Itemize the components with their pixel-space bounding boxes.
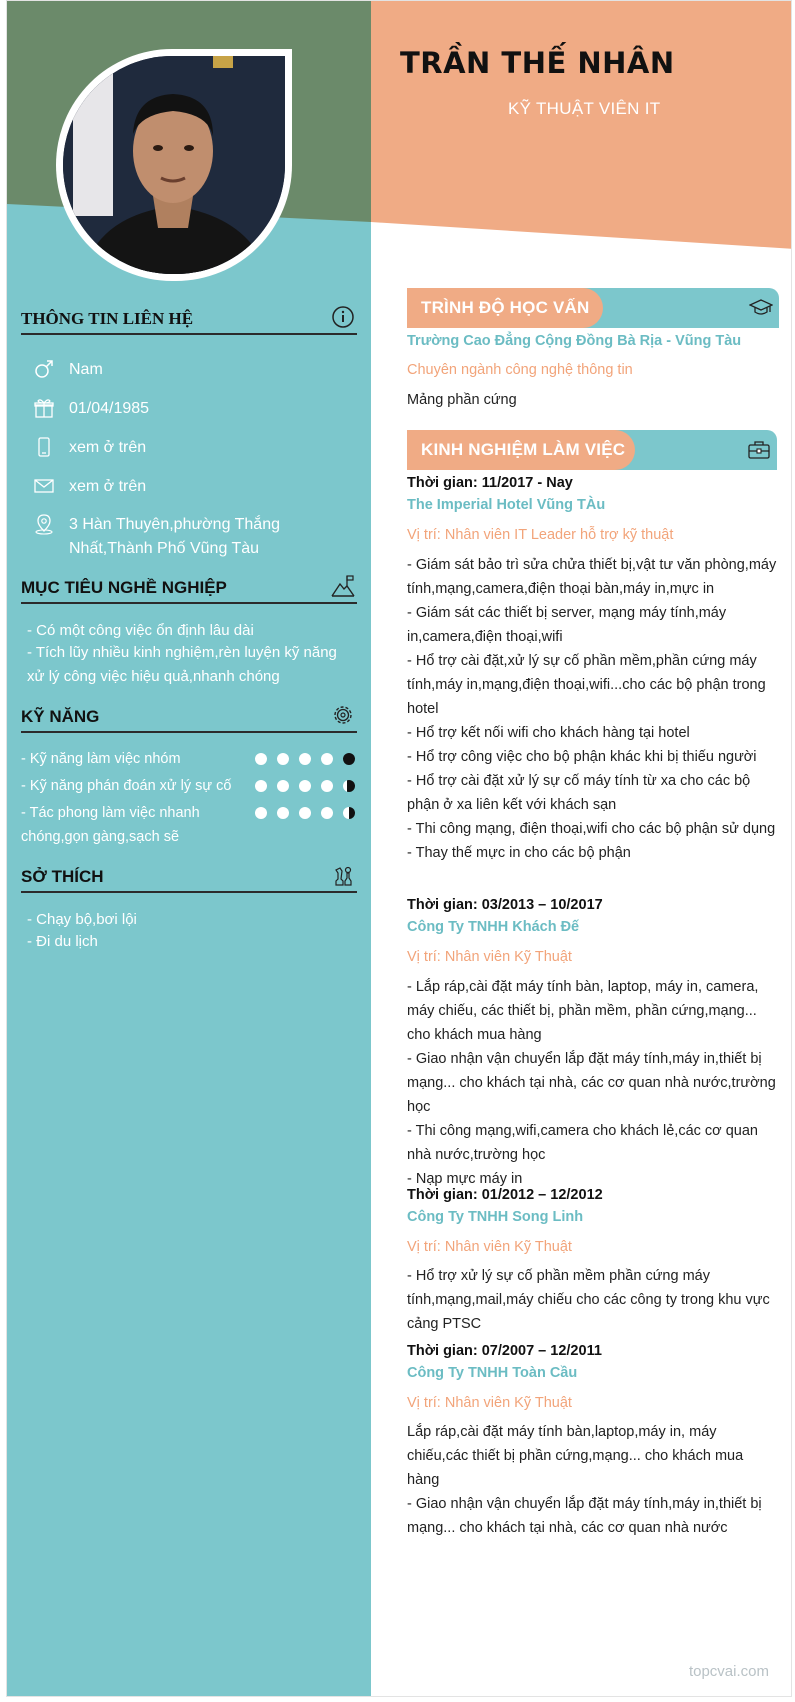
job-line: - Hổ trợ công việc cho bộ phận khác khi bị thiếu người bbox=[407, 749, 757, 765]
skills-heading-text: KỸ NĂNG bbox=[21, 707, 100, 726]
phone-value: xem ở trên bbox=[69, 439, 147, 456]
job-line: - Nạp mực máy in bbox=[407, 1171, 523, 1187]
job-company: Công Ty TNHH Khách Đế bbox=[407, 919, 580, 935]
experience-heading bbox=[407, 430, 777, 470]
skills-heading bbox=[21, 701, 357, 733]
male-icon bbox=[33, 358, 55, 380]
education-detail: Mảng phần cứng bbox=[407, 392, 517, 408]
education-heading bbox=[407, 288, 779, 328]
skill-rating bbox=[245, 780, 355, 792]
objective-heading-text: MỤC TIÊU NGHỀ NGHIỆP bbox=[21, 578, 227, 597]
graduation-cap-icon bbox=[749, 296, 773, 320]
education-school: Trường Cao Đẳng Cộng Đồng Bà Rịa - Vũng Tàu bbox=[407, 333, 742, 349]
job-position: Vị trí: Nhân viên Kỹ Thuật bbox=[407, 1395, 572, 1411]
job-line: - Giám sát các thiết bị server, mạng máy tính,máy in,camera,điện thoại,wifi bbox=[407, 605, 727, 645]
job-line: - Hổ trợ cài đặt xử lý sự cố máy tính từ xa cho các bộ phận ở xa liên kết với khách sạn bbox=[407, 773, 751, 813]
mountain-flag-icon bbox=[331, 574, 355, 598]
job-line: - Thi công mạng,wifi,camera cho khách lẻ,các cơ quan nhà nước,trường học bbox=[407, 1123, 758, 1163]
hobbies-heading-text: SỞ THÍCH bbox=[21, 867, 104, 886]
location-icon bbox=[33, 513, 55, 535]
job-company: The Imperial Hotel Vũng TÀu bbox=[407, 497, 606, 513]
job-line: - Hổ trợ cài đặt,xử lý sự cố phần mềm,phần cứng máy tính,máy in,mạng,điện thoại,wifi...cho các bộ phận trong hotel bbox=[407, 653, 766, 717]
job-time: Thời gian: 01/2012 – 12/2012 bbox=[407, 1187, 603, 1203]
contact-heading bbox=[21, 303, 357, 335]
education-major: Chuyên ngành công nghệ thông tin bbox=[407, 362, 633, 378]
job-description bbox=[407, 1420, 777, 1540]
objective-line-2: - Tích lũy nhiều kinh nghiệm,rèn luyện kỹ năng xử lý công việc hiệu quả,nhanh chóng bbox=[27, 644, 337, 685]
job-line: - Hổ trợ xử lý sự cố phần mềm phần cứng máy tính,mạng,mail,máy chiếu cho các công ty trong khu vực cảng PTSC bbox=[407, 1268, 770, 1332]
job-line: - Giám sát bảo trì sửa chửa thiết bị,vật tư văn phòng,máy tính,mạng,camera,điện thoại bàn,máy in,mực in bbox=[407, 557, 777, 597]
skill-row bbox=[21, 747, 357, 771]
objective-heading bbox=[21, 572, 357, 604]
job-line: - Giao nhận vận chuyển lắp đặt máy tính,máy in,thiết bị mạng... cho khách tại nhà, các cơ quan nhà nước bbox=[407, 1496, 762, 1536]
objective-line-1: - Có một công việc ổn định lâu dài bbox=[27, 622, 254, 639]
job-time: Thời gian: 07/2007 – 12/2011 bbox=[407, 1343, 602, 1359]
gender-value: Nam bbox=[69, 361, 103, 378]
phone-icon bbox=[33, 436, 55, 458]
chess-icon bbox=[331, 863, 355, 887]
job-position: Vị trí: Nhân viên Kỹ Thuật bbox=[407, 949, 572, 965]
job-line: - Hổ trợ kết nối wifi cho khách hàng tại hotel bbox=[407, 725, 690, 741]
job-description bbox=[407, 975, 777, 1191]
job-time: Thời gian: 03/2013 – 10/2017 bbox=[407, 897, 603, 913]
job-line: - Thay thế mực in cho các bộ phận bbox=[407, 845, 631, 861]
email-value: xem ở trên bbox=[69, 478, 147, 495]
job-company: Công Ty TNHH Song Linh bbox=[407, 1209, 584, 1225]
job-line: - Lắp ráp,cài đặt máy tính bàn, laptop, máy in, camera, máy chiếu, các thiết bị, phần mềm, phần cứng,mạng... cho khách mua hàng bbox=[407, 979, 759, 1043]
avatar-frame bbox=[56, 49, 292, 281]
job-line: - Thi công mạng, điện thoại,wifi cho các bộ phận sử dụng bbox=[407, 821, 776, 837]
skill-label: - Tác phong làm việc nhanh chóng,gọn gàng,sạch sẽ bbox=[21, 805, 200, 845]
hobby-line-1: - Chạy bộ,bơi lội bbox=[27, 911, 137, 928]
watermark: topcvai.com bbox=[688, 1663, 769, 1680]
contact-birthday bbox=[33, 397, 353, 421]
briefcase-icon bbox=[747, 438, 771, 462]
cv-page bbox=[6, 0, 792, 1697]
contact-address bbox=[33, 513, 333, 561]
job-company: Công Ty TNHH Toàn Cầu bbox=[407, 1365, 578, 1381]
job-line: - Giao nhận vận chuyển lắp đặt máy tính,máy in,thiết bị mạng... cho khách tại nhà, các cơ quan nhà nước,trường học bbox=[407, 1051, 776, 1115]
hobbies-heading bbox=[21, 861, 357, 893]
experience-heading-tab bbox=[407, 430, 635, 470]
skill-row bbox=[21, 801, 357, 849]
job-description bbox=[407, 553, 777, 865]
skill-rating bbox=[245, 753, 355, 765]
education-heading-text: TRÌNH ĐỘ HỌC VẤN bbox=[421, 298, 590, 317]
job-position: Vị trí: Nhân viên Kỹ Thuật bbox=[407, 1239, 572, 1255]
job-position: Vị trí: Nhân viên IT Leader hỗ trợ kỹ thuật bbox=[407, 527, 674, 543]
hobby-line-2: - Đi du lịch bbox=[27, 933, 98, 950]
skill-rating bbox=[245, 807, 355, 819]
skill-label: - Kỹ năng làm việc nhóm bbox=[21, 751, 181, 767]
contact-phone bbox=[33, 436, 353, 460]
contact-gender bbox=[33, 358, 353, 382]
address-value: 3 Hàn Thuyên,phường Thắng Nhất,Thành Phố Vũng Tàu bbox=[69, 516, 280, 557]
header-orange-block bbox=[371, 1, 792, 249]
job-title: KỸ THUẬT VIÊN IT bbox=[508, 99, 661, 118]
education-heading-tab bbox=[407, 288, 603, 328]
avatar bbox=[63, 56, 285, 274]
contact-heading-text: THÔNG TIN LIÊN HỆ bbox=[21, 309, 194, 328]
experience-heading-text: KINH NGHIỆM LÀM VIỆC bbox=[421, 440, 626, 459]
envelope-icon bbox=[33, 475, 55, 497]
job-description bbox=[407, 1264, 777, 1336]
gear-icon bbox=[331, 703, 355, 727]
gift-icon bbox=[33, 397, 55, 419]
job-line: Lắp ráp,cài đặt máy tính bàn,laptop,máy in, máy chiếu,các thiết bị phần cứng,mạng... cho khách mua hàng bbox=[407, 1424, 744, 1488]
job-time: Thời gian: 11/2017 - Nay bbox=[407, 475, 573, 491]
skill-label: - Kỹ năng phán đoán xử lý sự cố bbox=[21, 778, 232, 794]
contact-email bbox=[33, 475, 353, 499]
info-icon bbox=[331, 305, 355, 329]
birthday-value: 01/04/1985 bbox=[69, 400, 150, 417]
skill-row bbox=[21, 774, 357, 798]
candidate-name: TRẦN THẾ NHÂN bbox=[400, 46, 675, 80]
